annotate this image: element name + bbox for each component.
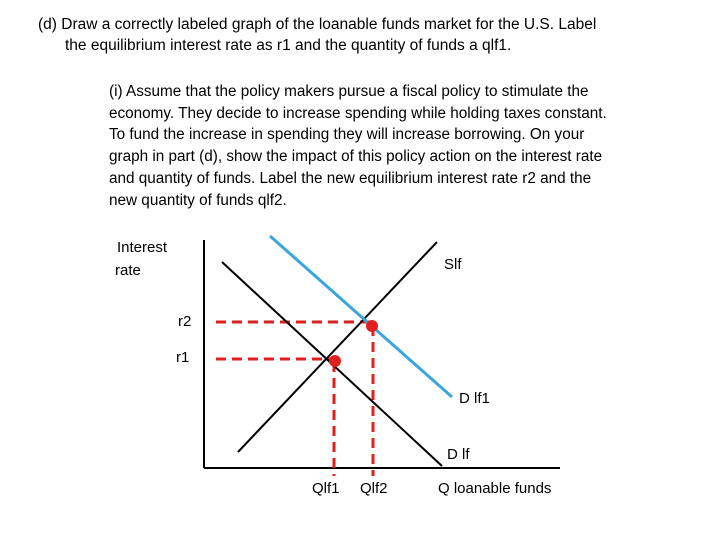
question-i-line-5: and quantity of funds. Label the new equilibrium interest rate r2 and the [109,169,592,187]
question-i-line-3: To fund the increase in spending they will increase borrowing. On your [109,126,585,144]
x-axis-label: Q loanable funds [438,480,552,497]
question-i-line-6: new quantity of funds qlf2. [109,191,287,209]
question-i-line-1: (i) Assume that the policy makers pursue a fiscal policy to stimulate the [109,83,589,100]
question-i-line-2: economy. They decide to increase spending while holding taxes constant. [109,104,607,122]
equilibrium-point-2 [366,320,378,332]
question-i-line-4: graph in part (d), show the impact of this policy action on the interest rate [109,148,603,166]
supply-curve-label: Slf [444,256,462,273]
r2-label: r2 [178,313,192,330]
equilibrium-point-1 [329,355,341,367]
demand-curve-label: D lf [447,446,470,463]
new-demand-curve-label: D lf1 [459,390,490,407]
question-d-line-1: (d) Draw a correctly labeled graph of the loanable funds market for the U.S. Label [38,16,597,33]
new-demand-curve [270,236,452,397]
qlf1-label: Qlf1 [312,480,340,497]
question-d-line-2: the equilibrium interest rate as r1 and the quantity of funds a qlf1. [65,37,512,54]
y-axis-label-line-1: Interest [117,239,168,256]
qlf2-label: Qlf2 [360,480,388,497]
supply-curve [238,242,437,452]
r1-label: r1 [176,349,190,366]
y-axis-label-line-2: rate [115,262,141,279]
